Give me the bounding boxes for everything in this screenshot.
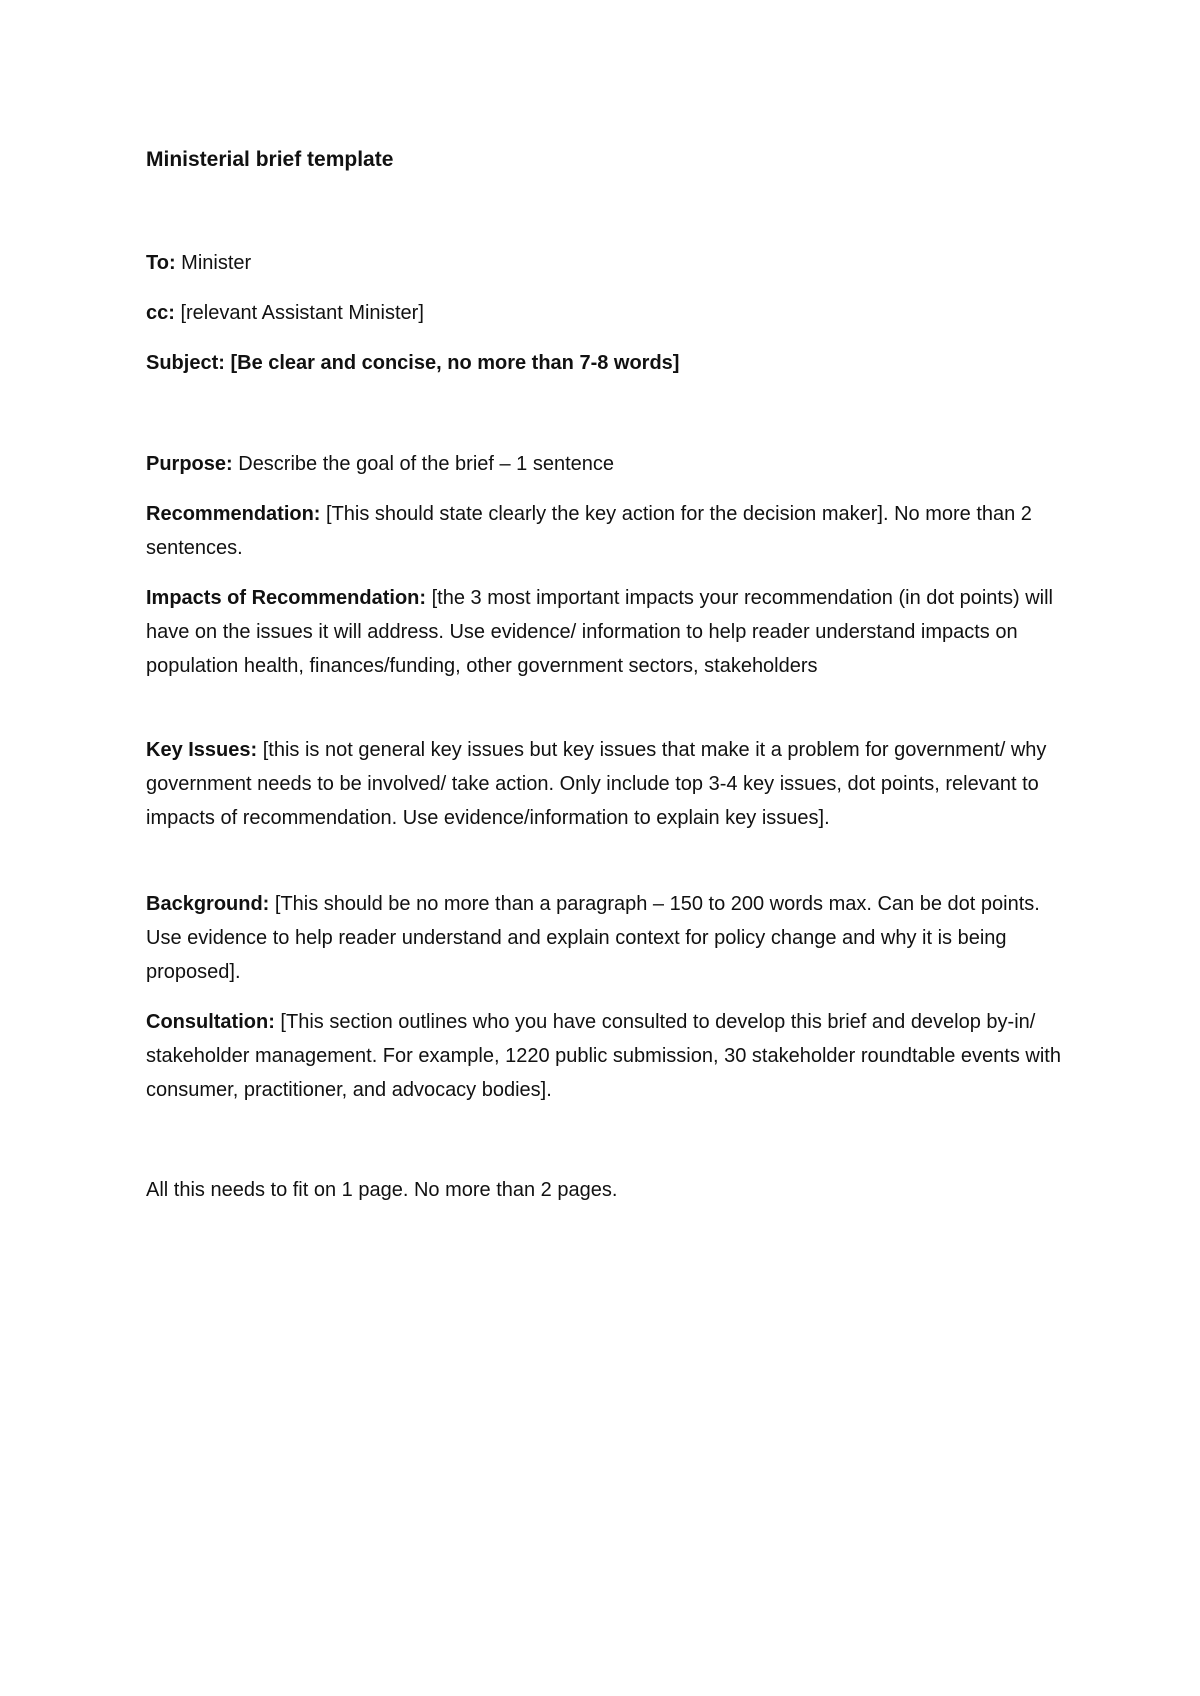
document-title: Ministerial brief template: [146, 148, 394, 171]
impacts-paragraph: [146, 581, 1066, 683]
consultation-paragraph: [146, 1005, 1066, 1107]
purpose-text: Describe the goal of the brief – 1 sentence: [232, 453, 615, 475]
subject-value: [Be clear and concise, no more than 7-8 words]: [224, 352, 680, 374]
document-page: [146, 0, 1076, 1696]
subject-label: Subject:: [146, 352, 225, 374]
cc-value: [relevant Assistant Minister]: [174, 302, 424, 324]
purpose-label: Purpose:: [146, 453, 233, 475]
recommendation-label: Recommendation:: [146, 503, 321, 525]
key-issues-paragraph: [146, 733, 1066, 835]
cc-line: [146, 296, 1076, 330]
background-text: [This should be no more than a paragraph – 150 to 200 words max. Can be dot points. Use evidence to help reader understand and explain context for policy change and why it is being proposed].: [146, 893, 1040, 983]
footer-note: All this needs to fit on 1 page. No more than 2 pages.: [146, 1179, 618, 1201]
background-label: Background:: [146, 893, 270, 915]
consultation-text: [This section outlines who you have consulted to develop this brief and develop by-in/ stakeholder management. For example, 1220 public submission, 30 stakeholder roundtable events with consumer, practitioner, and advocacy bodies].: [146, 1011, 1061, 1101]
cc-label: cc:: [146, 302, 175, 324]
to-value: Minister: [175, 252, 252, 274]
key-issues-text: [this is not general key issues but key issues that make it a problem for government/ why government needs to be involved/ take action. Only include top 3-4 key issues, dot points, relevant to impacts of recommendation. Use evidence/information to explain key issues].: [146, 739, 1047, 829]
recommendation-text: [This should state clearly the key action for the decision maker]. No more than 2 sentences.: [146, 503, 1032, 559]
impacts-label: Impacts of Recommendation:: [146, 587, 427, 609]
recommendation-paragraph: [146, 497, 1066, 565]
purpose-paragraph: [146, 447, 1066, 481]
background-paragraph: [146, 887, 1066, 989]
consultation-label: Consultation:: [146, 1011, 275, 1033]
to-label: To:: [146, 252, 176, 274]
subject-line: [146, 346, 1076, 380]
impacts-text: [the 3 most important impacts your recommendation (in dot points) will have on the issues it will address. Use evidence/ information to help reader understand impacts on population health, finances/funding, other government sectors, stakeholders: [146, 587, 1053, 677]
to-line: [146, 246, 1076, 280]
key-issues-label: Key Issues:: [146, 739, 258, 761]
